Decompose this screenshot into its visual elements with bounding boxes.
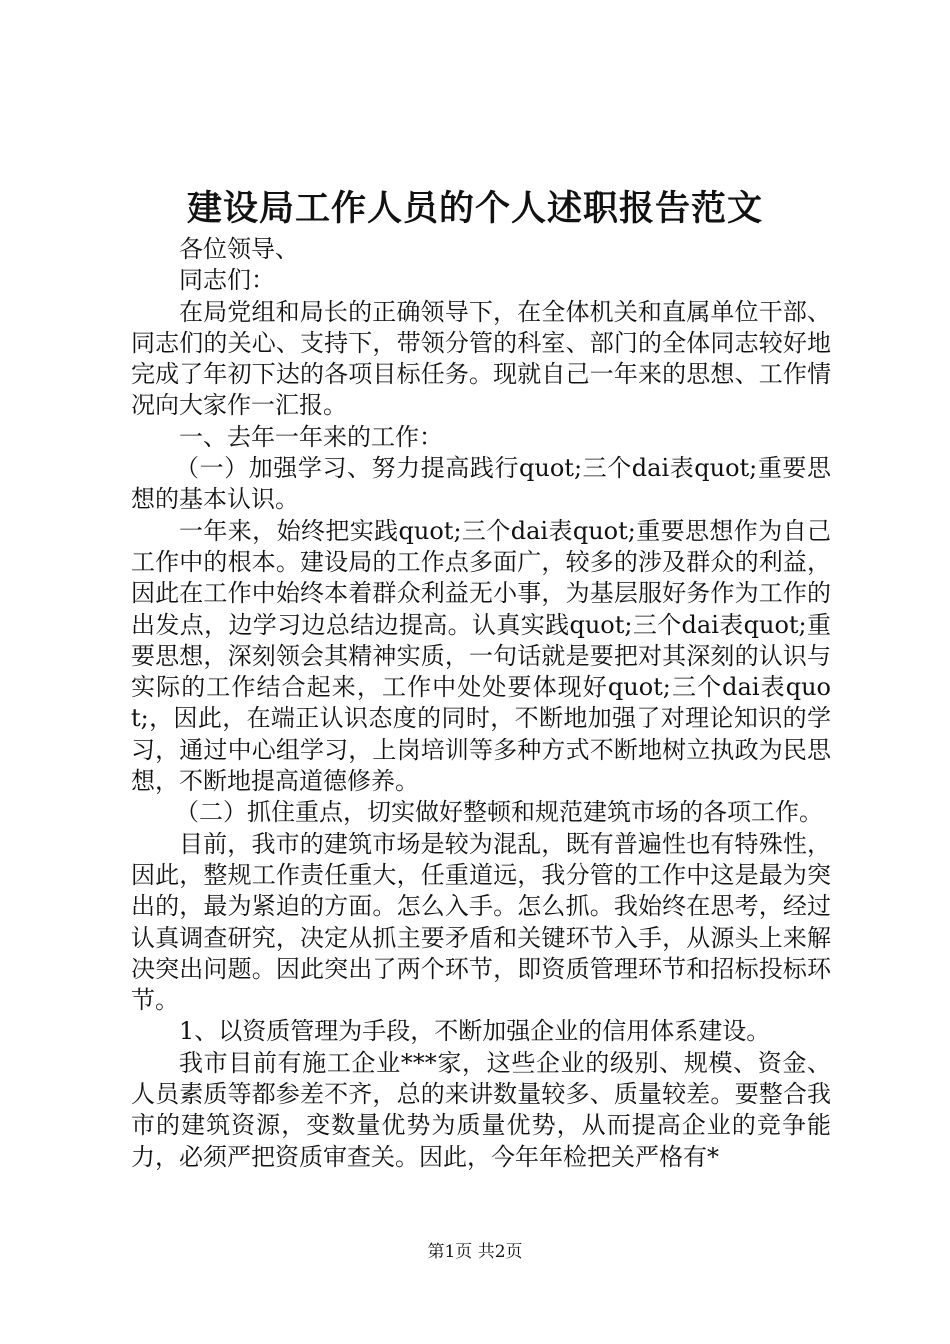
body-paragraph: 一年来，始终把实践quot;三个dai表quot;重要思想作为自己工作中的根本。建设局的工作点多面广，较多的涉及群众的利益，因此在工作中始终本着群众利益无小事，为基层服好务作为工作的出发点，边学习边总结边提高。认真实践quot;三个dai表quot;重要思想，深刻领会其精神实质，一句话就是要把对其深刻的认识与实际的工作结合起来，工作中处处要体现好quot;三个dai表quot;，因此，在端正认识态度的同时，不断地加强了对理论知识的学习，通过中心组学习，上岗培训等多种方式不断地树立执政为民思想，不断地提高道德修养。 bbox=[131, 516, 831, 796]
body-paragraph: 我市目前有施工企业***家，这些企业的级别、规模、资金、人员素质等都参差不齐，总的来讲数量较多、质量较差。要整合我市的建筑资源，变数量优势为质量优势，从而提高企业的竞争能力，必须严把资质审查关。因此，今年年检把关严格有* bbox=[131, 1048, 831, 1171]
section-heading-1: 一、去年一年来的工作： bbox=[179, 422, 443, 451]
document-title: 建设局工作人员的个人述职报告范文 bbox=[186, 188, 763, 229]
body-paragraph: 目前，我市的建筑市场是较为混乱，既有普遍性也有特殊性，因此，整规工作责任重大，任重道远，我分管的工作中这是最为突出的，最为紧迫的方面。怎么入手。怎么抓。我始终在思考，经过认真调查研究，决定从抓主要矛盾和关键环节入手，从源头上来解决突出问题。因此突出了两个环节，即资质管理环节和招标投标环节。 bbox=[131, 829, 831, 1015]
page-number-footer: 第1页 共2页 bbox=[427, 1242, 523, 1262]
salutation-comrades: 同志们： bbox=[179, 266, 275, 295]
document-body bbox=[131, 234, 831, 1173]
item-heading-1: 1、以资质管理为手段，不断加强企业的信用体系建设。 bbox=[179, 1017, 771, 1046]
subsection-heading-2: （二）抓住重点，切实做好整顿和规范建筑市场的各项工作。 bbox=[175, 798, 823, 827]
subsection-heading-1: （一）加强学习、努力提高践行quot;三个dai表quot;重要思想的基本认识。 bbox=[131, 454, 831, 514]
salutation-leaders: 各位领导、 bbox=[179, 235, 299, 263]
intro-paragraph: 在局党组和局长的正确领导下，在全体机关和直属单位干部、同志们的关心、支持下，带领分管的科室、部门的全体同志较好地完成了年初下达的各项目标任务。现就自己一年来的思想、工作情况向大家作一汇报。 bbox=[131, 297, 831, 420]
